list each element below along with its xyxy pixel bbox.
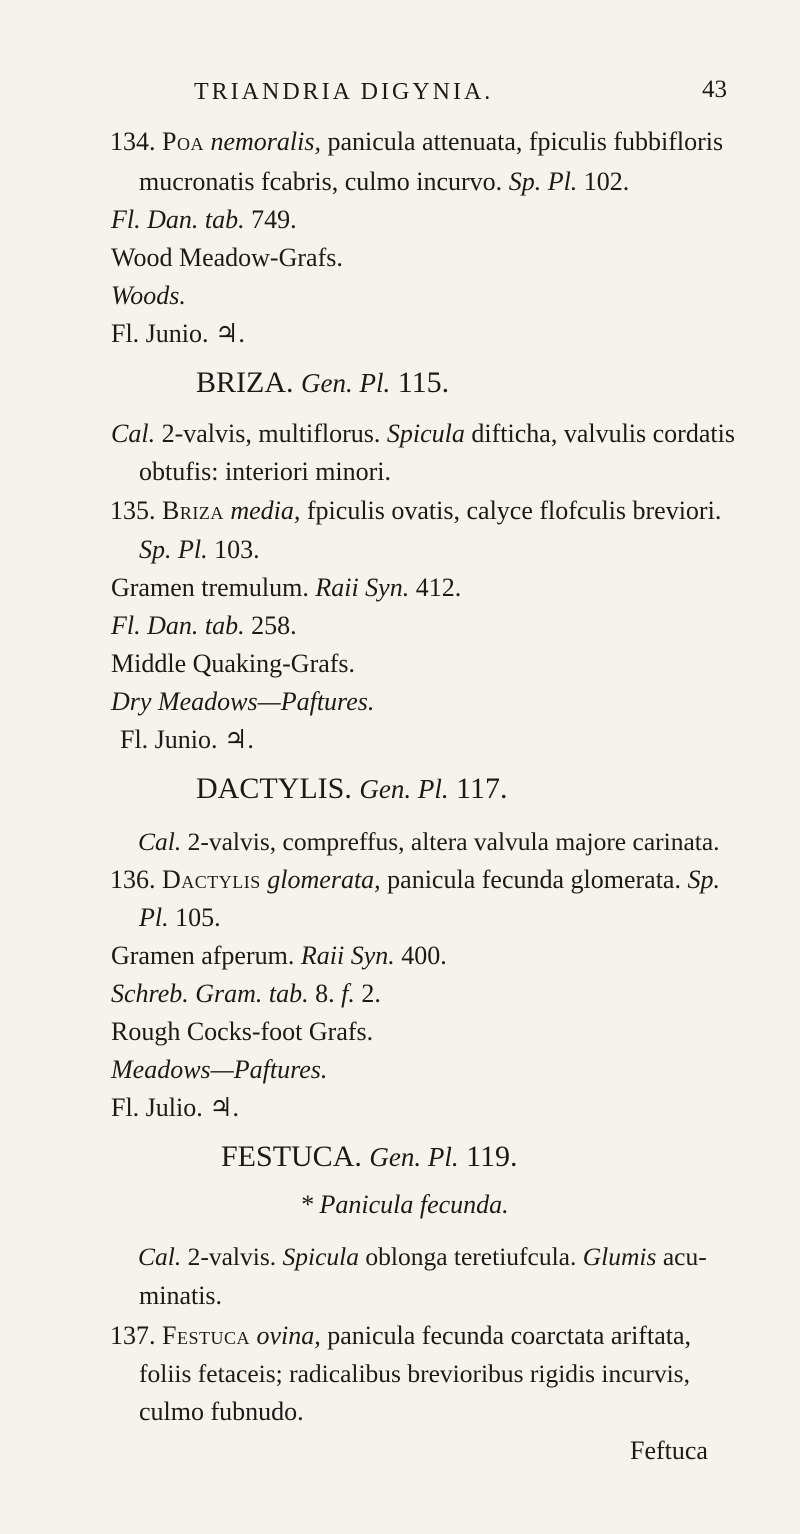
briza-calyx-line-2: obtufis: interiori minori. <box>139 457 392 486</box>
spicula-label: Spicula <box>386 419 465 448</box>
flowering-time: Fl. Julio. ♃. <box>111 1093 240 1122</box>
entry-134-line-2 <box>139 167 629 197</box>
dactylis-calyx-line <box>138 827 720 857</box>
species-name: nemoralis, <box>210 127 321 156</box>
entry-number: 136. <box>110 865 156 894</box>
entry-136-line-2 <box>139 903 221 933</box>
habitat: Woods. <box>111 281 186 310</box>
entry-136-line-1 <box>110 865 720 895</box>
entry-136-synonym <box>111 941 447 971</box>
genus-heading-festuca <box>221 1142 517 1172</box>
genus-reference: Gen. Pl. <box>359 774 449 804</box>
briza-calyx-line <box>111 419 735 449</box>
genus-reference: Gen. Pl. <box>369 1142 459 1172</box>
synonym: Gramen tremulum. <box>111 573 309 602</box>
english-name: Wood Meadow-Grafs. <box>111 243 343 272</box>
calyx-text: 2-valvis, compreffus, altera valvula majore carinata. <box>187 827 720 856</box>
reference: Sp. <box>687 865 720 894</box>
reference: Schreb. Gram. tab. <box>111 979 309 1008</box>
reference-number: 105. <box>175 903 221 932</box>
species-name: media, <box>230 496 301 525</box>
entry-136-ref <box>111 979 381 1009</box>
calyx-text: 2-valvis, multiflorus. <box>161 419 381 448</box>
species-name: glomerata, <box>267 865 381 894</box>
synonym: Gramen afperum. <box>111 941 295 970</box>
genus-heading-name: FESTUCA. <box>221 1140 362 1173</box>
flowering-time: Fl. Junio. ♃. <box>120 725 254 754</box>
festuca-calyx-line-2: minatis. <box>139 1281 223 1310</box>
reference: Raii Syn. <box>315 573 410 602</box>
section-heading: * Panicula fecunda. <box>300 1190 509 1219</box>
genus-name: Poa <box>162 127 204 156</box>
reference-number: 8. <box>315 979 335 1008</box>
entry-number: 134. <box>110 127 156 156</box>
reference: Pl. <box>139 903 169 932</box>
entry-135-line-2 <box>139 535 260 565</box>
spicula-text: difticha, valvulis cordatis <box>471 419 735 448</box>
glumis-label: Glumis <box>582 1242 657 1271</box>
genus-heading-name: DACTYLIS. <box>196 772 352 805</box>
genus-name: Briza <box>162 496 224 525</box>
genus-reference-number: 119. <box>466 1140 518 1173</box>
flowering-time: Fl. Junio. ♃. <box>111 319 245 348</box>
description: fpiculis ovatis, calyce flofculis breviori. <box>306 496 722 525</box>
entry-number: 137. <box>110 1321 156 1350</box>
calyx-label: Cal. <box>138 827 182 856</box>
reference: Sp. Pl. <box>508 167 578 196</box>
english-name: Middle Quaking-Grafs. <box>111 649 356 678</box>
genus-reference: Gen. Pl. <box>301 368 391 398</box>
reference-number: 103. <box>214 535 260 564</box>
description: panicula attenuata, fpiculis fubbifloris <box>327 127 724 156</box>
reference: Sp. Pl. <box>139 535 208 564</box>
genus-heading-briza <box>196 368 449 398</box>
calyx-label: Cal. <box>138 1242 182 1271</box>
habitat: Dry Meadows—Paftures. <box>111 687 375 716</box>
entry-134-line-1 <box>110 127 723 157</box>
english-name: Rough Cocks-foot Grafs. <box>111 1017 374 1046</box>
reference-number: 102. <box>583 167 630 196</box>
entry-135-ref <box>111 611 297 641</box>
spicula-label: Spicula <box>282 1242 359 1271</box>
species-name: ovina, <box>256 1321 321 1350</box>
entry-137-line-2: foliis fetaceis; radicalibus brevioribus rigidis incurvis, <box>139 1359 690 1388</box>
reference: Fl. Dan. tab. <box>111 205 245 234</box>
reference-number: 749. <box>251 205 297 234</box>
description: panicula fecunda glomerata. <box>387 865 681 894</box>
genus-name: Festuca <box>162 1321 250 1350</box>
reference-number: 400. <box>401 941 447 970</box>
page-number: 43 <box>702 76 727 103</box>
entry-134-line-3 <box>111 205 297 235</box>
calyx-text: 2-valvis. <box>187 1242 277 1271</box>
entry-137-line-3: culmo fubnudo. <box>139 1397 304 1426</box>
genus-heading-name: BRIZA. <box>196 366 294 399</box>
entry-137-line-1 <box>110 1321 691 1351</box>
reference-number: 412. <box>415 573 462 602</box>
description-cont: mucronatis fcabris, culmo incurvo. <box>139 167 503 196</box>
genus-reference-number: 115. <box>397 366 450 399</box>
festuca-calyx-line <box>138 1242 707 1272</box>
figure-number: 2. <box>361 979 381 1008</box>
reference-number: 258. <box>251 611 297 640</box>
genus-name: Dactylis <box>162 865 261 894</box>
entry-number: 135. <box>110 496 156 525</box>
genus-reference-number: 117. <box>456 772 508 805</box>
description: panicula fecunda coarctata ariftata, <box>327 1321 691 1350</box>
reference: Fl. Dan. tab. <box>111 611 245 640</box>
spicula-text: oblonga teretiufcula. <box>365 1242 577 1271</box>
entry-135-line-1 <box>110 496 721 526</box>
entry-135-synonym <box>111 573 461 603</box>
genus-heading-dactylis <box>196 774 507 804</box>
running-title: TRIANDRIA DIGYNIA. <box>194 79 494 105</box>
figure-label: f. <box>341 979 355 1008</box>
glumis-text: acu- <box>662 1242 707 1271</box>
catchword: Feftuca <box>630 1436 708 1465</box>
habitat: Meadows—Paftures. <box>111 1055 328 1084</box>
calyx-label: Cal. <box>111 419 156 448</box>
reference: Raii Syn. <box>300 941 395 970</box>
